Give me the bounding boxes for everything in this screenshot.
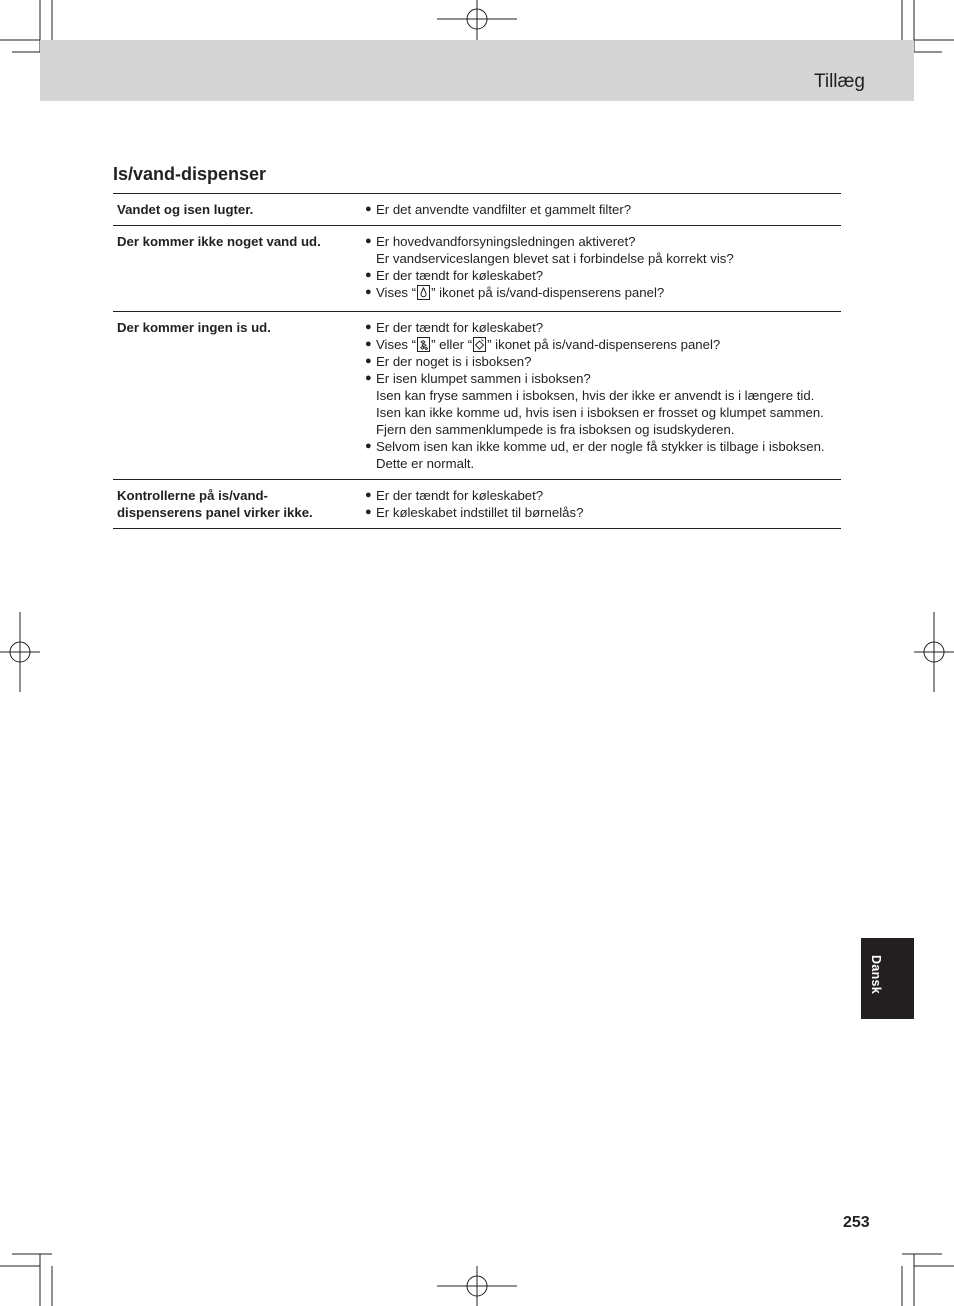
cause-text: ” ikonet på is/vand-dispenserens panel? xyxy=(431,285,665,300)
cause-continuation: Isen kan fryse sammen i isboksen, hvis der ikke er anvendt is i længere tid. xyxy=(376,388,815,403)
cause-continuation: Er vandserviceslangen blevet sat i forbindelse på korrekt vis? xyxy=(376,251,734,266)
cause-item: ● Er der tændt for køleskabet? xyxy=(365,319,835,336)
problem-cell xyxy=(113,480,365,529)
cause-item: ● Er isen klumpet sammen i isboksen? xyxy=(365,370,835,387)
problem-cell xyxy=(113,312,365,480)
cause-item: ● Er det anvendte vandfilter et gammelt filter? xyxy=(365,201,835,218)
cause-continuation: Isen kan ikke komme ud, hvis isen i isboksen er frosset og klumpet sammen. xyxy=(376,405,824,420)
causes-cell xyxy=(365,480,841,529)
problem-text: Der kommer ikke noget vand ud. xyxy=(117,234,321,249)
problem-text: Der kommer ingen is ud. xyxy=(117,320,271,335)
table-row xyxy=(113,194,841,226)
cause-item: ● Er køleskabet indstillet til børnelås? xyxy=(365,504,835,521)
problem-text: Kontrollerne på is/vand- xyxy=(117,488,268,503)
cause-item: ● Er hovedvandforsyningsledningen aktiveret? xyxy=(365,233,835,250)
language-tab-label: Dansk xyxy=(869,955,883,995)
table-row xyxy=(113,226,841,312)
cause-item xyxy=(365,336,835,353)
cause-item: ● Er der tændt for køleskabet? xyxy=(365,487,835,504)
problem-cell xyxy=(113,194,365,226)
cause-text: Vises “ xyxy=(376,285,417,300)
cause-item xyxy=(365,284,835,301)
table-row xyxy=(113,480,841,529)
cause-continuation: Fjern den sammenklumpede is fra isboksen og isudskyderen. xyxy=(376,422,735,437)
causes-cell xyxy=(365,226,841,312)
header-band xyxy=(40,40,914,101)
page-number: 253 xyxy=(843,1214,870,1231)
cause-item: ● Selvom isen kan ikke komme ud, er der nogle få stykker is tilbage i isboksen. Dette er normalt. xyxy=(365,438,835,472)
cause-text: Vises “ xyxy=(376,337,417,352)
cause-item: ● Er der tændt for køleskabet? xyxy=(365,267,835,284)
crushed-ice-icon xyxy=(417,337,430,352)
cause-text: ” eller “ xyxy=(431,337,473,352)
problem-text: Vandet og isen lugter. xyxy=(117,202,254,217)
troubleshooting-table xyxy=(113,193,841,529)
cause-text: ” ikonet på is/vand-dispenserens panel? xyxy=(487,337,721,352)
section-title: Is/vand-dispenser xyxy=(113,164,267,184)
header-title: Tillæg xyxy=(813,71,865,92)
cause-item: ● Er der noget is i isboksen? xyxy=(365,353,835,370)
causes-cell xyxy=(365,194,841,226)
problem-text: dispenserens panel virker ikke. xyxy=(117,505,313,520)
table-row xyxy=(113,312,841,480)
problem-cell xyxy=(113,226,365,312)
causes-cell xyxy=(365,312,841,480)
language-tab xyxy=(861,938,914,1019)
ice-cube-icon xyxy=(473,337,486,352)
water-drop-icon xyxy=(417,285,430,300)
